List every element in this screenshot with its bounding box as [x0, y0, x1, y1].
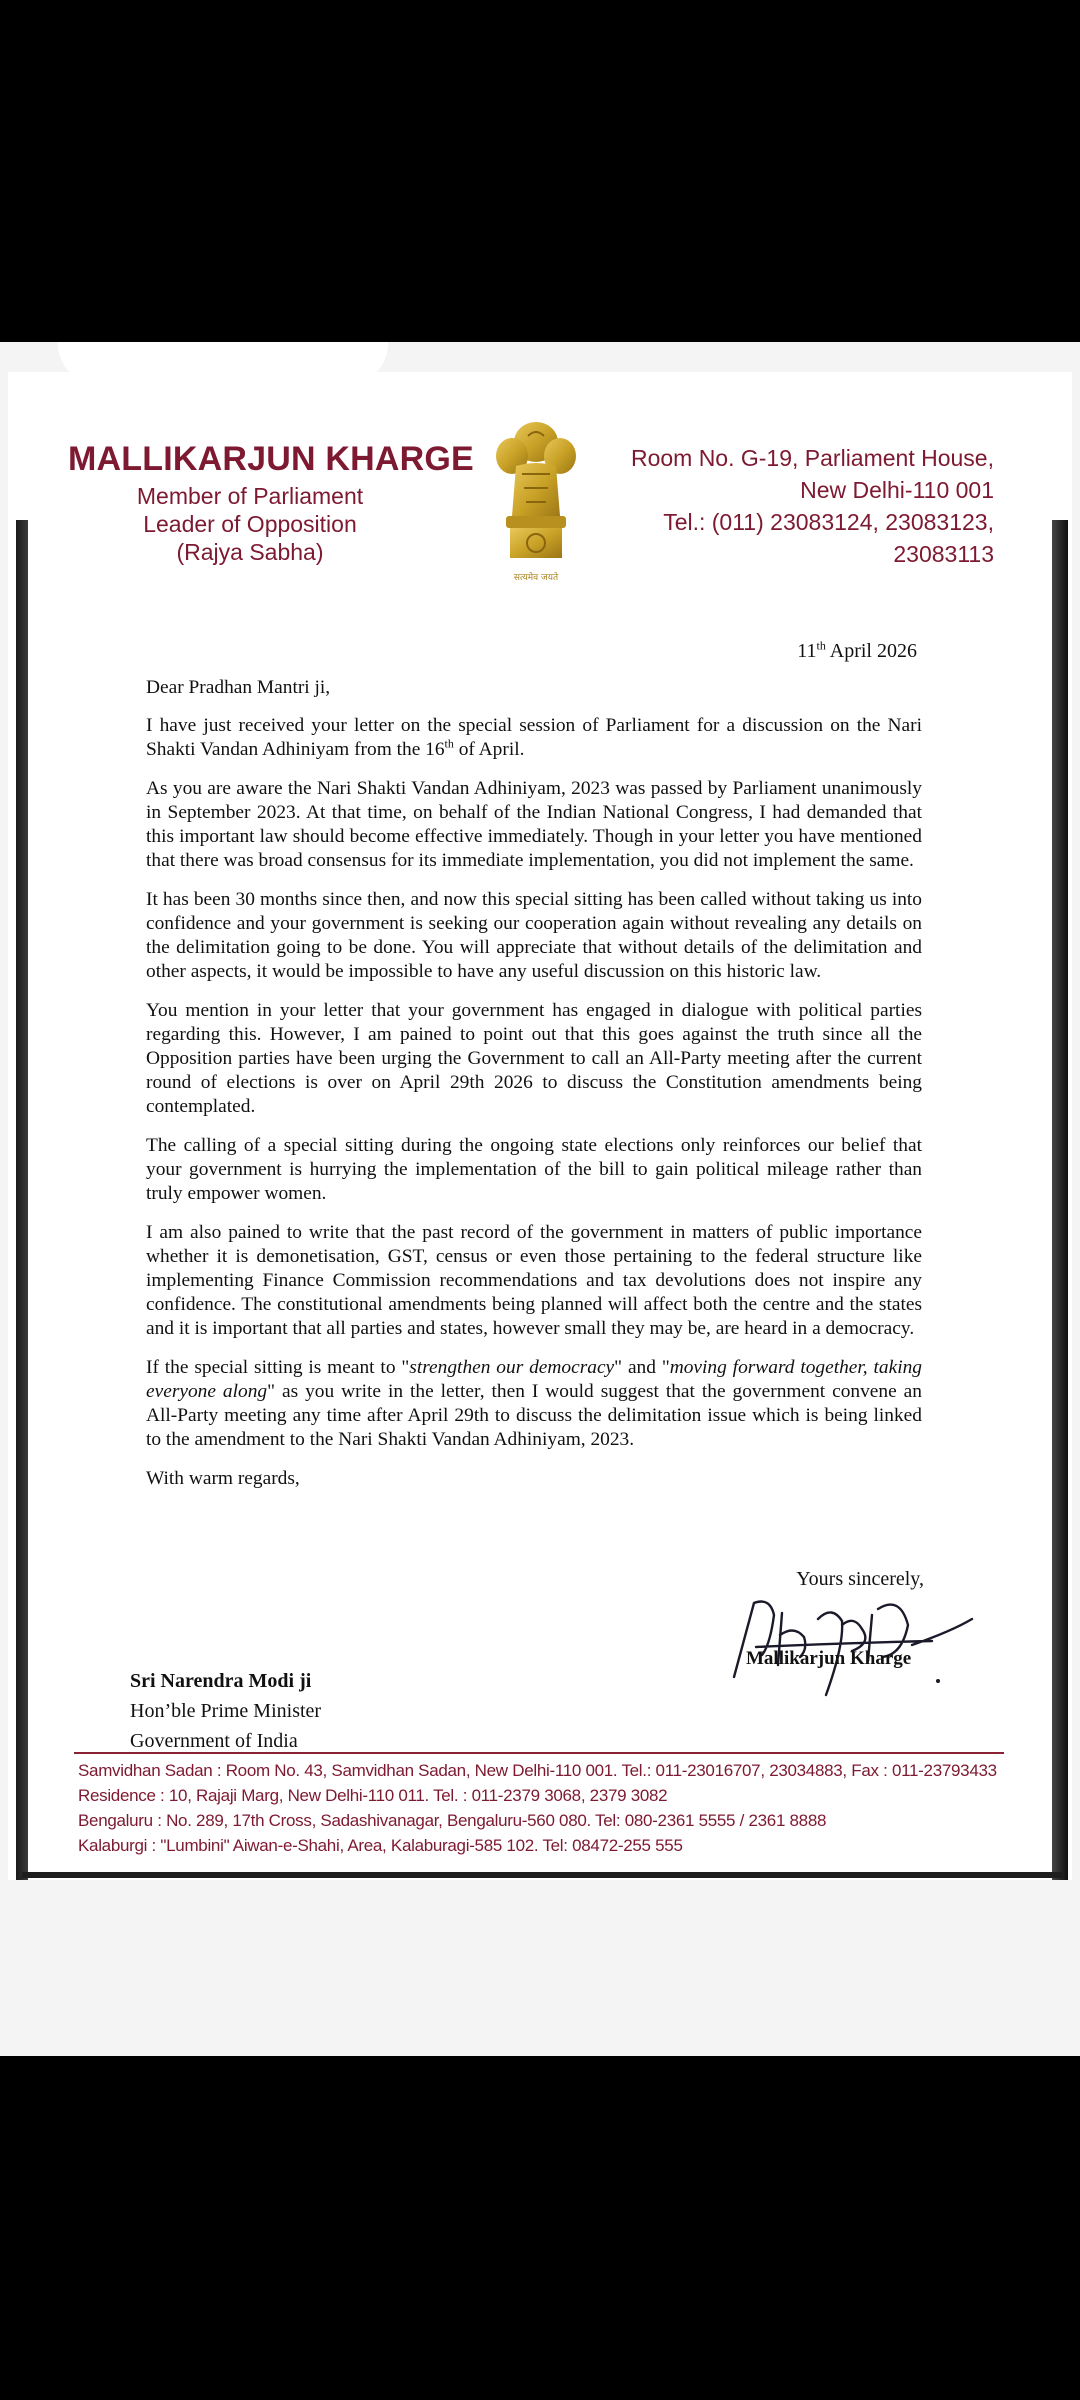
- footer-line-4: Kalaburgi : "Lumbini" Aiwan-e-Shahi, Area, Kalaburagi-585 102. Tel: 08472-255 555: [78, 1836, 683, 1855]
- date-day: 11: [797, 640, 817, 662]
- letterhead-titles: [60, 482, 440, 566]
- paragraph-7-a: If the special sitting is meant to ": [146, 1357, 410, 1378]
- address-line-4: 23083113: [893, 541, 994, 567]
- footer-line-2: Residence : 10, Rajaji Marg, New Delhi-110 011. Tel. : 011-2379 3068, 2379 3082: [78, 1786, 668, 1805]
- page-edge-left: [16, 520, 28, 1880]
- yours-sincerely: Yours sincerely,: [796, 1568, 924, 1590]
- paragraph-3: It has been 30 months since then, and now this special sitting has been called without taking us into confidence and your government is seeking our cooperation again without revealing any details on the delimitation going to be done. You will appreciate that without details of the delimitation and other aspects, it would be impossible to have any useful discussion on this historic law.: [146, 889, 922, 982]
- paragraph-1-sup: th: [444, 736, 454, 751]
- recipient-block: [130, 1666, 530, 1756]
- paragraph-7-quote-2: moving forward together, taking everyone along: [146, 1357, 922, 1402]
- footer-line-3: Bengaluru : No. 289, 17th Cross, Sadashivanagar, Bengaluru-560 080. Tel: 080-2361 5555 / 2361 8888: [78, 1811, 827, 1830]
- paragraph-1-text: I have just received your letter on the special session of Parliament for a discussion on the Nari Shakti Vandan Adhiniyam from the 16: [146, 715, 922, 760]
- title-line-2: Leader of Opposition: [143, 511, 357, 537]
- address-line-1: Room No. G-19, Parliament House,: [630, 445, 994, 471]
- paragraph-1: [146, 714, 922, 762]
- date-suffix: th: [816, 638, 826, 653]
- paragraph-7-c: " as you write in the letter, then I would suggest that the government convene an All-Party meeting any time after April 29th to discuss the delimitation issue which is being linked to the amendment to the Nari Shakti Vandan Adhiniyam, 2023.: [146, 1381, 922, 1450]
- recipient-org: Government of India: [130, 1730, 298, 1752]
- paragraph-4: You mention in your letter that your government has engaged in dialogue with political parties regarding this. However, I am pained to point out that this goes against the truth since all the Opposition parties have been urging the Government to call an All-Party meeting after the current round of elections is over on April 29th 2026 to discuss the Constitution amendments being contemplated.: [146, 1000, 922, 1117]
- recipient-name: Sri Narendra Modi ji: [130, 1670, 312, 1692]
- recipient-title: Hon’ble Prime Minister: [130, 1700, 322, 1722]
- paragraph-7: [146, 1356, 922, 1452]
- address-line-2: New Delhi-110 001: [800, 477, 994, 503]
- closing: With warm regards,: [146, 1468, 300, 1489]
- paragraph-7-quote-1: strengthen our democracy: [409, 1357, 615, 1378]
- paragraph-2: As you are aware the Nari Shakti Vandan Adhiniyam, 2023 was passed by Parliament unanimously in September 2023. At that time, on behalf of the Indian National Congress, I had demanded that this important law should become effective immediately. Though in your letter you have mentioned that there was broad consensus for its immediate implementation, you did not implement the same.: [146, 778, 922, 871]
- letter-body: [146, 676, 922, 1506]
- footer-divider: [74, 1752, 1004, 1754]
- title-line-3: (Rajya Sabha): [176, 539, 324, 565]
- paragraph-1-end: of April.: [453, 739, 525, 760]
- footer-line-1: Samvidhan Sadan : Room No. 43, Samvidhan Sadan, New Delhi-110 001. Tel.: 011-23016707, 23034883, Fax : 011-23793433: [78, 1761, 997, 1780]
- page-edge-right: [1052, 520, 1068, 1880]
- salutation: Dear Pradhan Mantri ji,: [146, 677, 331, 698]
- paragraph-5: The calling of a special sitting during the ongoing state elections only reinforces our belief that your government is hurrying the implementation of the bill to gain political mileage rather than truly empower women.: [146, 1135, 922, 1204]
- address-line-3: Tel.: (011) 23083124, 23083123,: [663, 509, 994, 535]
- letterhead-name: MALLIKARJUN KHARGE: [68, 440, 474, 478]
- letter-date: [690, 640, 917, 663]
- signer-name: Mallikarjun Kharge: [746, 1648, 912, 1669]
- title-line-1: Member of Parliament: [136, 483, 364, 509]
- letterhead-address: [610, 442, 994, 570]
- paragraph-6: I am also pained to write that the past record of the government in matters of public importance whether it is demonetisation, GST, census or even those pertaining to the federal structure like implementing Finance Commission recommendations and tax devolutions does not inspire any confidence. The constitutional amendments being planned will affect both the centre and the states and it is important that all parties and states, however small they may be, are heard in a democracy.: [146, 1222, 922, 1339]
- emblem-caption: सत्यमेव जयते: [513, 573, 559, 583]
- date-rest: April 2026: [825, 640, 917, 662]
- page-edge-bottom: [22, 1872, 1062, 1878]
- handwritten-signature: [722, 1585, 982, 1705]
- paragraph-7-b: " and ": [614, 1357, 670, 1378]
- screen-bottom-bar: [0, 2056, 1080, 2400]
- letterhead-footer: [78, 1758, 1038, 1858]
- state-emblem-icon: [488, 416, 584, 588]
